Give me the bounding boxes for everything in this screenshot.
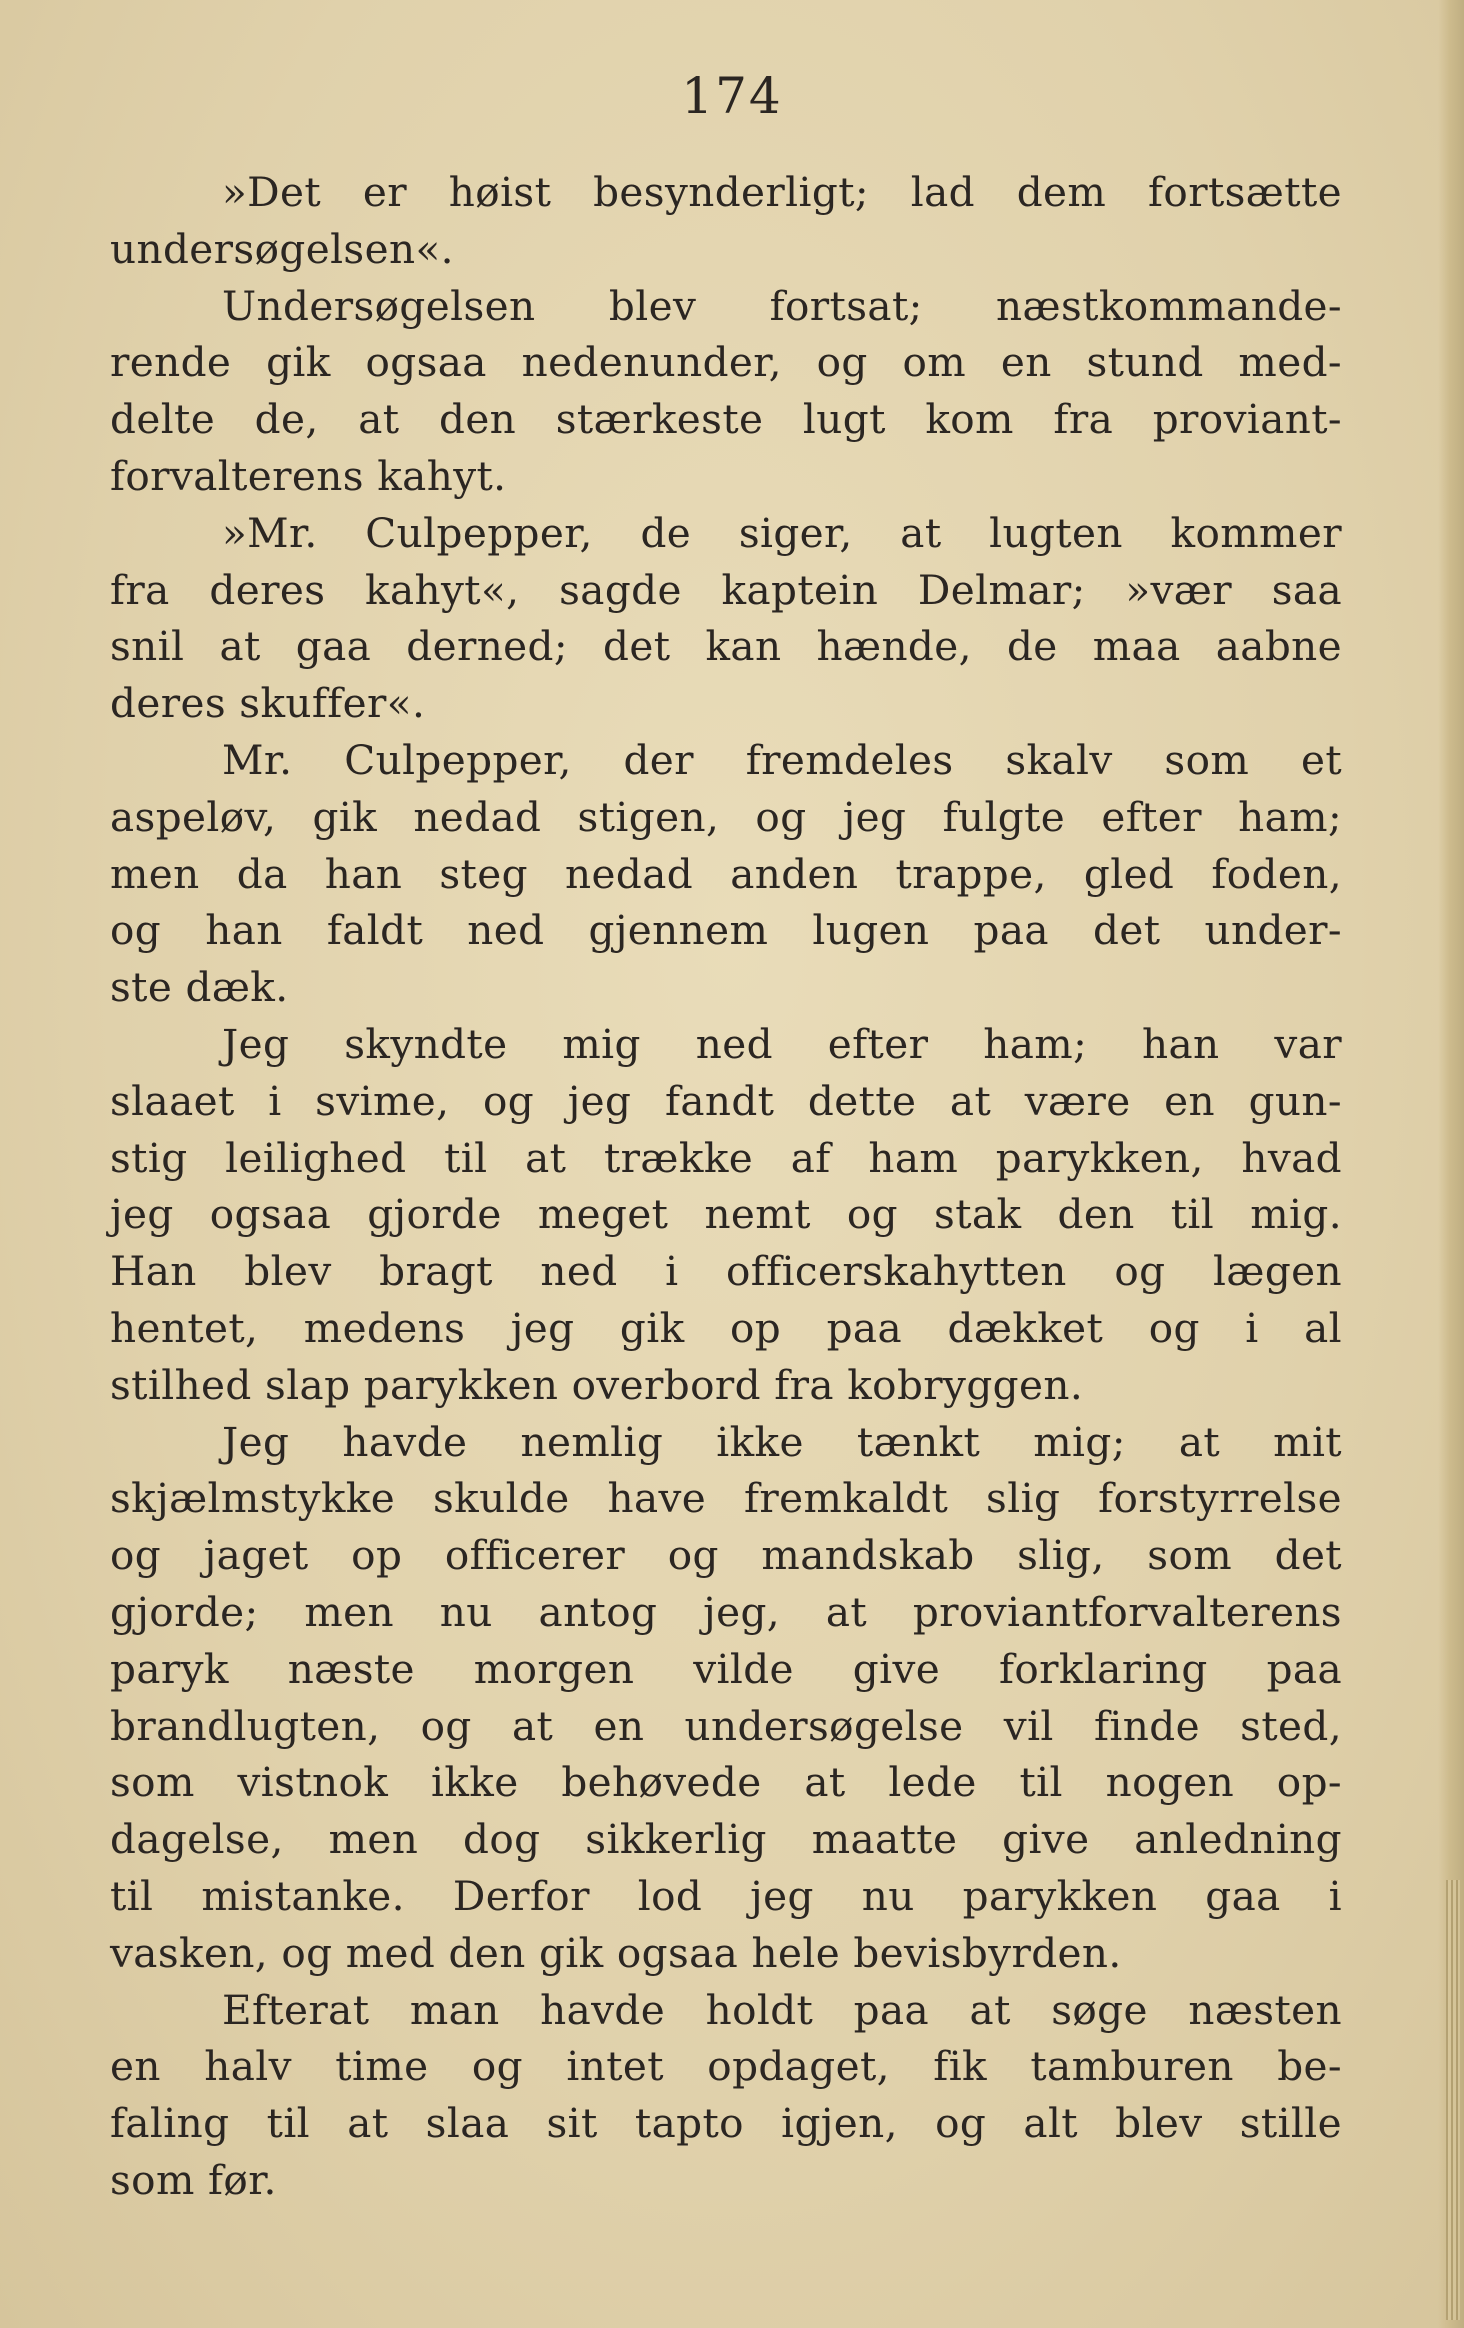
text-line: men da han steg nedad anden trappe, gled foden, (110, 849, 1342, 898)
text-line: forvalterens kahyt. (110, 451, 507, 500)
text-line: til mistanke. Derfor lod jeg nu parykken gaa i (110, 1871, 1342, 1920)
text-line: brandlugten, og at en undersøgelse vil finde sted, (110, 1701, 1342, 1750)
text-line: rende gik ogsaa nedenunder, og om en stund med- (110, 338, 1342, 387)
text-line: Undersøgelsen blev fortsat; næstkommande- (222, 281, 1342, 330)
text-line: hentet, medens jeg gik op paa dækket og i al (110, 1303, 1342, 1352)
text-line: og han faldt ned gjennem lugen paa det under- (110, 906, 1342, 955)
text-line: som vistnok ikke behøvede at lede til nogen op- (110, 1758, 1342, 1807)
text-line: fra deres kahyt«, sagde kaptein Delmar; »vær saa (110, 565, 1342, 614)
text-line: aspeløv, gik nedad stigen, og jeg fulgte efter ham; (110, 792, 1342, 841)
text-line: »Mr. Culpepper, de siger, at lugten kommer (222, 508, 1342, 557)
text-line: Jeg skyndte mig ned efter ham; han var (222, 1019, 1342, 1068)
text-line: stig leilighed til at trække af ham parykken, hvad (110, 1133, 1342, 1182)
text-line: ste dæk. (110, 963, 289, 1012)
text-line: og jaget op officerer og mandskab slig, som det (110, 1531, 1342, 1580)
text-line: Mr. Culpepper, der fremdeles skalv som et (222, 735, 1342, 784)
text-line: som før. (110, 2155, 277, 2204)
text-line: snil at gaa derned; det kan hænde, de maa aabne (110, 622, 1342, 671)
text-line: paryk næste morgen vilde give forklaring paa (110, 1644, 1342, 1693)
page-number: 174 (681, 67, 783, 125)
text-line: skjælmstykke skulde have fremkaldt slig forstyrrelse (110, 1474, 1342, 1523)
text-line: faling til at slaa sit tapto igjen, og alt blev stille (110, 2099, 1342, 2148)
text-line: dagelse, men dog sikkerlig maatte give anledning (110, 1815, 1342, 1864)
text-line: deres skuffer«. (110, 679, 426, 728)
text-line: delte de, at den stærkeste lugt kom fra proviant- (110, 395, 1342, 444)
text-line: Jeg havde nemlig ikke tænkt mig; at mit (222, 1417, 1342, 1466)
body-text (110, 164, 1342, 2209)
text-line: undersøgelsen«. (110, 224, 454, 273)
text-line: jeg ogsaa gjorde meget nemt og stak den til mig. (110, 1190, 1342, 1239)
text-line: slaaet i svime, og jeg fandt dette at være en gun- (110, 1076, 1342, 1125)
text-line: Efterat man havde holdt paa at søge næsten (222, 1985, 1342, 2034)
page-edge-texture (1446, 1880, 1460, 2320)
text-line: Han blev bragt ned i officerskahytten og lægen (110, 1247, 1342, 1296)
text-line: en halv time og intet opdaget, fik tamburen be- (110, 2042, 1342, 2091)
text-line: gjorde; men nu antog jeg, at proviantforvalterens (110, 1587, 1342, 1636)
text-line: »Det er høist besynderligt; lad dem fortsætte (222, 168, 1342, 216)
text-line: vasken, og med den gik ogsaa hele bevisbyrden. (110, 1928, 1122, 1977)
text-line: stilhed slap parykken overbord fra kobryggen. (110, 1360, 1084, 1409)
